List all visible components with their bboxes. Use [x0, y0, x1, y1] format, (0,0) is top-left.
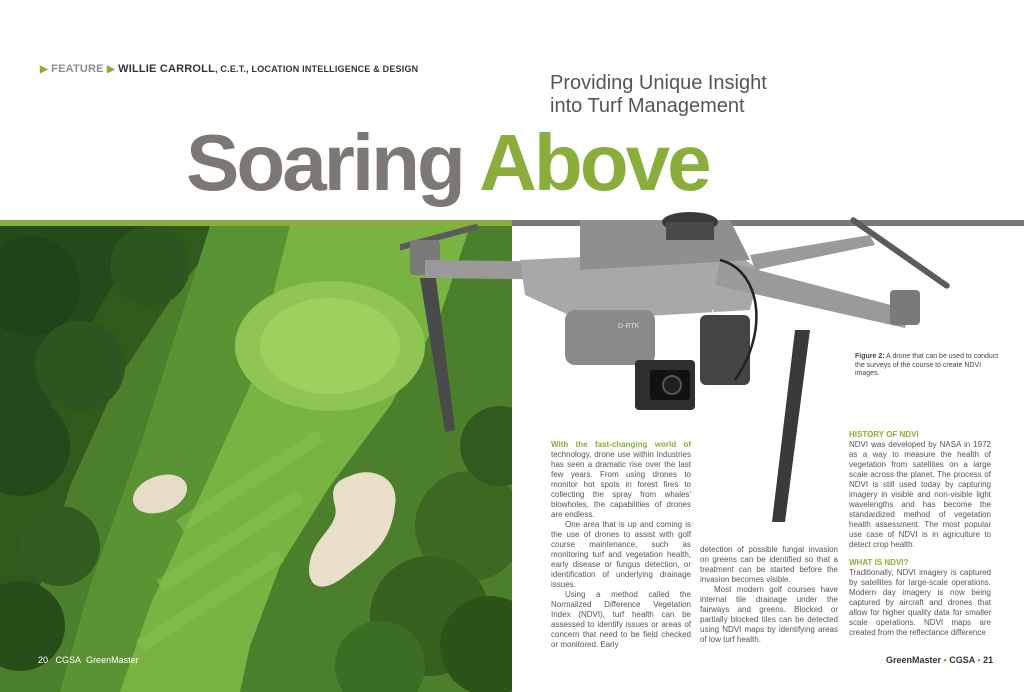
paragraph: NDVI was developed by NASA in 1972 as a way to measure the health of vegetation from satellites on a large scale across the planet. The process of NDVI is still used today by capturing imagery in visible and non-visible light wavelengths and has become the standardized method of vegetation health assessment. The most popular use case of NDVI is in agriculture to detect crop health.	[849, 440, 991, 549]
bullet-icon: •	[943, 655, 947, 665]
author-name: WILLIE CARROLL	[118, 63, 216, 75]
arrow-icon: ▶	[106, 64, 115, 75]
footer-publication: GreenMaster	[86, 655, 139, 665]
article-column-2	[700, 545, 838, 645]
caption-label: Figure 2:	[855, 353, 885, 360]
page-number: 20	[38, 655, 49, 665]
author-title: , C.E.T., LOCATION INTELLIGENCE & DESIGN	[215, 64, 419, 74]
article-column-1	[551, 440, 691, 650]
figure-caption	[855, 353, 1005, 379]
subtitle	[550, 72, 767, 118]
feature-label: FEATURE	[51, 63, 104, 75]
footer-publication: CGSA	[55, 655, 82, 665]
paragraph: Using a method called the Normalized Difference Vegetation Index (NDVI), turf health can be assessed to identify issues or areas of concern that need to be field checked or monitored. Early	[551, 590, 691, 649]
paragraph: Most modern golf courses have internal tile drainage under the fairways and greens. Blocked or partially blocked tiles can be detected using NDVI maps by identifying areas of low turf health.	[700, 585, 838, 644]
section-heading: WHAT IS NDVI?	[849, 558, 909, 567]
section-heading: HISTORY OF NDVI	[849, 430, 919, 439]
paragraph: One area that is up and coming is the use of drones to assist with golf course maintenance, such as monitoring turf and vegetation health, early disease or fungus detection, or identification of underlying drainage issues.	[551, 520, 691, 589]
footer-right	[886, 655, 993, 665]
paragraph: detection of possible fungal invasion on greens can be identified so that a treatment can be started before the invasion becomes visible.	[700, 545, 838, 584]
footer-publication: GreenMaster	[886, 655, 942, 665]
footer-publication: CGSA	[949, 655, 975, 665]
page-title	[186, 113, 709, 213]
paragraph: technology, drone use within industries has seen a dramatic rise over the last few years. From using drones to monitor hot spots in forest fires to collecting the spray from whales' blowholes, the capabilities of drones are endless.	[551, 450, 691, 519]
paragraph: Traditionally, NDVI imagery is captured by satellites for large-scale operations. Modern day imagery is now being captured by aircraft and drones that allow for higher quality data for smaller scale operations. NDVI maps are created from the reflectance difference	[849, 568, 991, 637]
subtitle-line-1: Providing Unique Insight	[550, 72, 767, 94]
caption-text: A drone that can be used to conduct the surveys of the course to create NDVI images.	[855, 353, 999, 377]
drone-side-label: D-RTK	[618, 323, 640, 330]
page-number: 21	[983, 655, 994, 665]
footer-left	[38, 655, 139, 665]
subtitle-line-2: into Turf Management	[550, 95, 745, 117]
feature-header	[40, 63, 418, 75]
bullet-icon: •	[977, 655, 981, 665]
arrow-icon: ▶	[40, 64, 48, 75]
article-column-3	[849, 430, 991, 638]
lead-in: With the fast-changing world of	[551, 440, 691, 449]
title-word-2: Above	[479, 118, 709, 207]
title-word-1: Soaring	[186, 118, 463, 207]
